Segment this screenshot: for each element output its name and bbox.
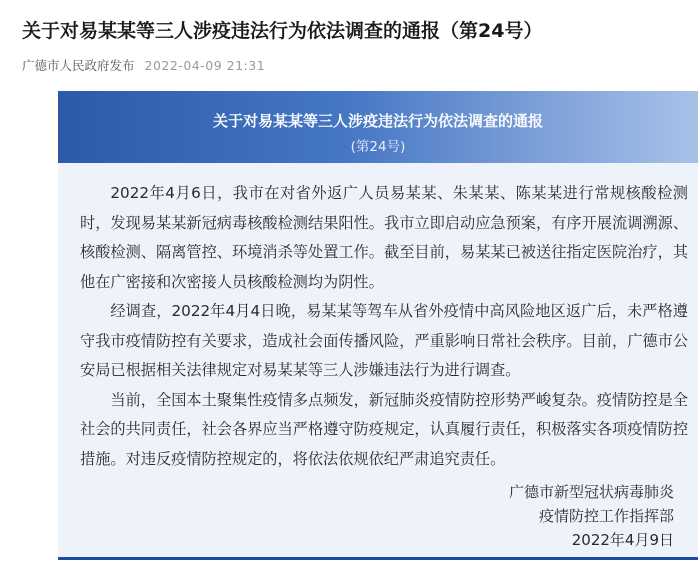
publisher[interactable]: 广德市人民政府发布 bbox=[22, 58, 135, 73]
notice-body bbox=[80, 179, 688, 474]
notice-header-title: 关于对易某某等三人涉疫违法行为依法调查的通报 bbox=[212, 112, 543, 130]
page-title: 关于对易某某等三人涉疫违法行为依法调查的通报（第24号） bbox=[22, 20, 543, 42]
notice-card bbox=[58, 91, 698, 560]
signature-org-line2: 疫情防控工作指挥部 bbox=[538, 507, 674, 525]
notice-paragraph: 经调查，2022年4月4日晚，易某某等驾车从省外疫情中高风险地区返广后，未严格遵守我市疫情防控有关要求，造成社会面传播风险，严重影响日常社会秩序。目前，广德市公安局已根据相关法律规定对易某某等三人涉嫌违法行为进行调查。 bbox=[80, 302, 688, 379]
notice-paragraph: 2022年4月6日，我市在对省外返广人员易某某、朱某某、陈某某进行常规核酸检测时，发现易某某新冠病毒核酸检测结果阳性。我市立即启动应急预案，有序开展流调溯源、核酸检测、隔离管控、环境消杀等处置工作。截至目前，易某某已被送往指定医院治疗，其他在广密接和次密接人员核酸检测均为阴性。 bbox=[80, 184, 688, 291]
notice-header-number: (第24号) bbox=[350, 139, 406, 155]
notice-signature bbox=[509, 480, 674, 552]
article-meta bbox=[22, 56, 265, 74]
signature-org-line1: 广德市新型冠状病毒肺炎 bbox=[508, 483, 674, 501]
signature-date: 2022年4月9日 bbox=[571, 531, 674, 549]
notice-paragraph: 当前，全国本土聚集性疫情多点频发，新冠肺炎疫情防控形势严峻复杂。疫情防控是全社会的共同责任，社会各界应当严格遵守防疫规定，认真履行责任，积极落实各项疫情防控措施。对违反疫情防控规定的，将依法依规依纪严肃追究责任。 bbox=[80, 390, 688, 468]
publish-datetime: 2022-04-09 21:31 bbox=[144, 58, 266, 73]
notice-header bbox=[58, 91, 698, 163]
